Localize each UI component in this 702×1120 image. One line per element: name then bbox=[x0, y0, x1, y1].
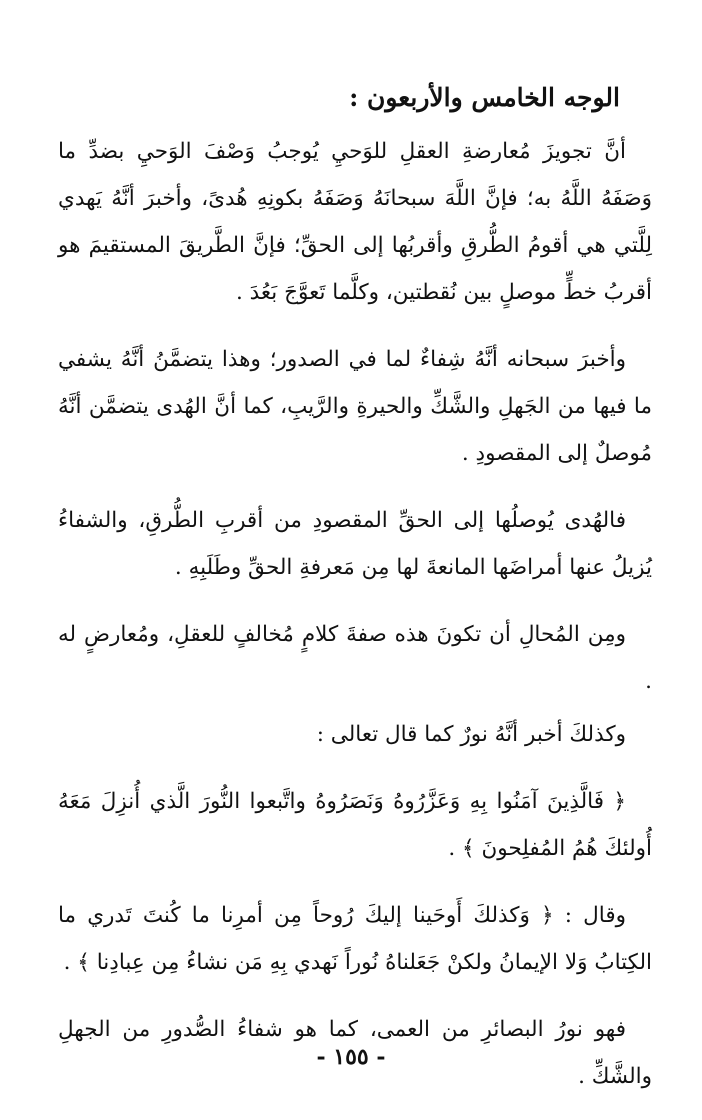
section-heading: الوجه الخامس والأربعون : bbox=[349, 83, 620, 112]
body-text bbox=[58, 128, 652, 1120]
paragraph-2: وأخبرَ سبحانه أنَّهُ شِفاءٌ لما في الصدور؛ وهذا يتضمَّنُ أنَّهُ يشفي ما فيها من الجَهلِ والشَّكِّ والحيرةِ والرَّيبِ، كما أنَّ الهُدى يتضمَّن أنَّهُ مُوصلٌ إلى المقصودِ . bbox=[58, 347, 652, 466]
paragraph-1: أنَّ تجويزَ مُعارضةِ العقلِ للوَحيِ يُوجبُ وَصْفَ الوَحيِ بضدِّ ما وَصَفَهُ اللَّهُ به؛ فإنَّ اللَّهَ سبحانَهُ وَصَفَهُ بكونِهِ هُدىً، وأخبرَ أنَّهُ يَهدي لِلَّتي هي أقومُ الطُّرقِ وأقربُها إلى الحقِّ؛ فإنَّ الطَّريقَ المستقيمَ هو أقربُ خطٍّ موصلٍ بين نُقطتين، وكلَّما تَعوَّجَ بَعُدَ . bbox=[58, 139, 652, 305]
paragraph-3: فالهُدى يُوصلُها إلى الحقِّ المقصودِ من أقربِ الطُّرقِ، والشفاءُ يُزيلُ عنها أمراضَها المانعةَ لها مِن مَعرفةِ الحقِّ وطَلَبِهِ . bbox=[58, 508, 652, 580]
paragraph-5: وكذلكَ أخبر أنَّهُ نورٌ كما قال تعالى : bbox=[316, 722, 626, 747]
paragraph-6: فهو نورُ البصائرِ من العمى، كما هو شفاءُ الصُّدورِ من الجهلِ والشَّكِّ . bbox=[58, 1017, 652, 1089]
quran-verse-2: وقال : ﴿ وَكذلكَ أَوحَينا إليكَ رُوحاً مِن أمرِنا ما كُنتَ تَدري ما الكِتابُ وَلا الإيمانُ ولكنْ جَعَلناهُ نُوراً نَهدي بِهِ مَن نشاءُ مِن عِبادِنا ﴾ . bbox=[58, 903, 652, 975]
page-number: - ١٥٥ - bbox=[316, 1044, 386, 1070]
quran-verse-1: ﴿ فَالَّذِينَ آمَنُوا بِهِ وَعَزَّرُوهُ وَنَصَرُوهُ واتَّبعوا النُّورَ الَّذي أُنزِلَ مَعَهُ أُولئكَ هُمُ المُفلِحونَ ﴾ . bbox=[58, 789, 652, 861]
paragraph-4: ومِن المُحالِ أن تكونَ هذه صفةَ كلامٍ مُخالفٍ للعقلِ، ومُعارضٍ له . bbox=[58, 622, 652, 694]
